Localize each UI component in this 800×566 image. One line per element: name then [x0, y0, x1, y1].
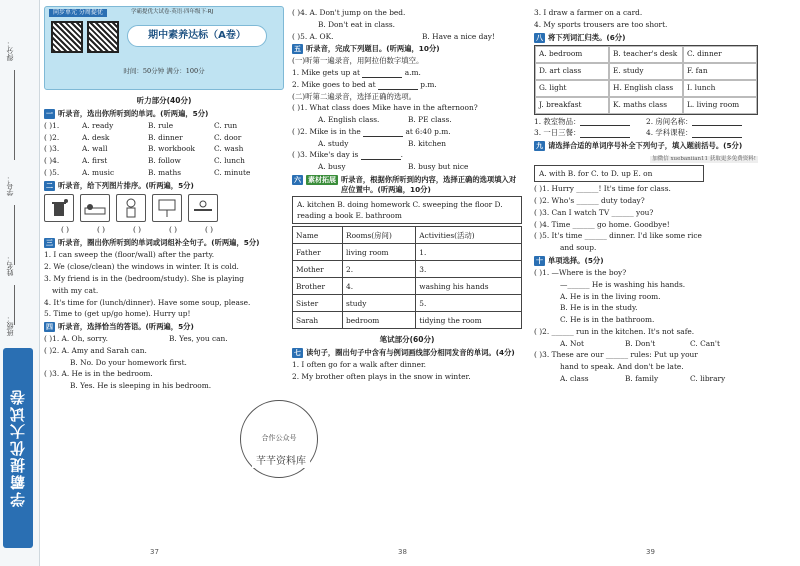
word-option: C. dinner [683, 46, 757, 63]
table-cell: bedroom [343, 312, 416, 329]
table-cell: 2. [343, 261, 416, 278]
question-text: ( )3. Mike's day is [292, 150, 359, 160]
option-a: A. wall [82, 144, 108, 154]
picture-row [44, 194, 284, 222]
seal-text: 合作公众号 [261, 434, 297, 443]
qr-code-icon [51, 21, 83, 53]
question-item: ( )4. Time ______ go home. Goodbye! [534, 219, 670, 229]
section-title: 读句子，圈出句子中含有与例词画线部分相同发音的单词。(4分) [306, 348, 515, 358]
word-option: J. breakfast [535, 97, 609, 114]
part-title: (二)听第二遍录音，选择正确的选项。 [292, 91, 417, 101]
category-label: 1. 教室物品： [534, 116, 581, 126]
question-item: ( )1. —Where is the boy? [534, 268, 627, 278]
option-b: B. dinner [148, 132, 183, 142]
category-row [534, 128, 758, 138]
word-option: I. lunch [683, 80, 757, 97]
table-cell: living room [343, 244, 416, 261]
fill-text: p.m. [420, 79, 437, 89]
option-c: C. Can't [690, 338, 720, 348]
table-cell: tidying the room [416, 312, 522, 329]
options-box: A. with B. for C. to D. up E. on [534, 165, 704, 182]
name-label: 姓名： [6, 255, 14, 276]
section-title: 单项选择。(5分) [548, 256, 604, 266]
options-row [292, 139, 522, 149]
section-1-items [44, 121, 284, 178]
option-b: B. Yes, you can. [169, 334, 228, 344]
option-a: ( )5. A. OK. [292, 31, 334, 41]
question-number: ( )2. [44, 132, 60, 142]
question-item [44, 133, 284, 143]
sentence-item: 3. My friend is in the (bedroom/study). She is playing [44, 274, 245, 284]
question-text: ( )2. Mike is in the [292, 126, 361, 136]
table-cell: 1. [416, 244, 522, 261]
option-c: C. run [214, 120, 238, 130]
option-b: B. busy but nice [408, 162, 469, 172]
category-label: 2. 房间名称： [646, 116, 693, 126]
number-label: 学号： [6, 175, 14, 196]
section-7-header [292, 348, 522, 358]
question-number: ( )4. [44, 156, 60, 166]
header-tag: 同步单元 分周提优 [49, 9, 107, 17]
answer-blank[interactable] [692, 130, 742, 138]
fill-text: a.m. [404, 68, 421, 78]
question-item: ( )1. What class does Mike have in the afternoon? [292, 103, 478, 113]
page-number: 38 [398, 548, 407, 556]
option-a: A. ready [82, 120, 114, 130]
word-option: E. study [609, 63, 683, 80]
brand-banner: 学霸提优大试卷 [3, 348, 33, 548]
section-4-header [44, 322, 284, 332]
answer-blank[interactable] [580, 118, 630, 126]
answer-blank[interactable] [580, 130, 630, 138]
section-3-header [44, 238, 284, 248]
watermark: 加微信 xuebaniian11 获取更多免费资料! [652, 156, 756, 163]
fill-item [292, 68, 522, 78]
word-option: D. art class [535, 63, 609, 80]
trash-bin-picture [44, 194, 74, 222]
option-b: B. Don't [625, 338, 656, 348]
option-c: C. lunch [214, 156, 245, 166]
option-a: A. He is in the living room. [560, 291, 661, 301]
section-8-header [534, 33, 758, 43]
resource-stamp: 芊芊资料库 [252, 455, 310, 468]
qr-code-icon [87, 21, 119, 53]
section-2-header [44, 181, 284, 191]
option-a: A. desk [82, 132, 110, 142]
column-header: Activities(活动) [416, 227, 522, 244]
options-box: A. kitchen B. doing homework C. sweeping the floor D. reading a book E. bathroom [292, 196, 522, 224]
table-row [293, 278, 522, 295]
binding-sidebar [0, 0, 40, 566]
table-row [293, 312, 522, 329]
table-header-row [293, 227, 522, 244]
question-item: ( )2. ______ run in the kitchen. It's not safe. [534, 326, 695, 336]
table-cell: 3. [416, 261, 522, 278]
option-a: A. class [560, 373, 589, 383]
test-info: 时间：50分钟 满分：100分 [123, 67, 205, 75]
question-item: ( )3. A. He is in the bedroom. [44, 369, 153, 379]
question-item [44, 334, 284, 344]
fill-text: 2. Mike goes to bed at [292, 79, 376, 89]
question-item [292, 32, 522, 42]
page-number: 37 [150, 548, 159, 556]
bed-picture [80, 194, 110, 222]
page-number: 39 [646, 548, 655, 556]
sentence-item: 4. It's time for (lunch/dinner). Have some soup, please. [44, 297, 251, 307]
section-1-header [44, 109, 284, 119]
answer-blank[interactable] [692, 118, 742, 126]
question-number: ( )3. [44, 144, 60, 154]
column-2 [292, 6, 522, 384]
answer-blank[interactable] [361, 150, 404, 160]
answer-bracket: ( ) [96, 224, 106, 234]
option-b: B. maths [148, 167, 182, 177]
question-item [292, 127, 522, 137]
answer-blank[interactable] [378, 82, 418, 90]
answer-blank[interactable] [363, 129, 403, 137]
section-title: 听录音，完成下列题目。(听两遍，10分) [306, 44, 440, 54]
option-b: B. follow [148, 156, 181, 166]
section-number: 一 [46, 109, 53, 118]
section-number: 四 [46, 323, 53, 332]
word-option: L. living room [683, 97, 757, 114]
word-grid [534, 45, 758, 115]
option-a: A. music [82, 167, 115, 177]
category-item [534, 128, 646, 138]
desk-picture [188, 194, 218, 222]
question-item [44, 144, 284, 154]
section-5-header [292, 44, 522, 54]
series-title: 学霸提优大试卷·英语·四年级下·RJ [131, 9, 214, 15]
word-option: A. bedroom [535, 46, 609, 63]
written-title: 笔试部分(60分) [379, 335, 435, 345]
question-item: ( )5. It's time ______ dinner. I'd like some rice [534, 231, 702, 241]
question-item: ( )2. Who's ______ duty today? [534, 196, 645, 206]
listening-title: 听力部分(40分) [136, 96, 192, 105]
section-title: 听录音，选出你所听到的单词。(听两遍，5分) [58, 108, 209, 118]
question-item [44, 156, 284, 166]
option-c: C. minute [214, 167, 251, 177]
question-number: ( )5. [44, 167, 60, 177]
option-b: B. PE class. [408, 115, 452, 125]
answer-bracket: ( ) [204, 224, 214, 234]
question-line: hand to speak. And don't be late. [560, 362, 684, 372]
question-number: ( )1. [44, 120, 60, 130]
table-cell: washing his hands [416, 278, 522, 295]
section-title: 听录音，根据你所听到的内容，选择正确的选项填入对应位置中。(听两遍，10分) [341, 174, 517, 194]
score-label: 得分： [6, 40, 14, 61]
column-3 [534, 6, 758, 386]
sentence-item: with my cat. [52, 285, 99, 295]
option-b: B. rule [148, 120, 174, 130]
section-number: 七 [294, 349, 301, 358]
test-header [44, 6, 284, 90]
section-number: 二 [46, 181, 53, 190]
table-row [293, 295, 522, 312]
section-badge: 素材拓展 [308, 175, 336, 184]
table-cell: Father [293, 244, 343, 261]
category-label: 4. 学科课程： [646, 128, 693, 138]
section-number: 八 [536, 33, 543, 42]
section-title: 听录音，给下列图片排序。(听两遍，5分) [58, 180, 194, 190]
category-label: 3. 一日三餐： [534, 128, 581, 138]
score-line [14, 70, 15, 160]
column-header: Rooms(房间) [343, 227, 416, 244]
column-1 [44, 6, 284, 393]
question-text: ( )1. A. Oh, sorry. [44, 334, 108, 344]
word-option: B. teacher's desk [609, 46, 683, 63]
option-b: B. kitchen [408, 138, 446, 148]
section-9-items [534, 184, 758, 253]
option-b: B. Have a nice day! [422, 31, 495, 41]
rooms-table [292, 226, 522, 329]
option-a: A. Not [560, 338, 584, 348]
options-row [292, 162, 522, 172]
boy-picture [116, 194, 146, 222]
question-item [44, 168, 284, 178]
option-c: C. wash [214, 144, 244, 154]
question-text: at 6:40 p.m. [405, 126, 451, 136]
section-title: 请选择合适的单词序号补全下列句子，填入题前括号。(5分) [548, 141, 743, 151]
section-number: 十 [536, 257, 543, 266]
option-c: C. He is in the bathroom. [560, 315, 655, 325]
class-label: 班级： [6, 315, 14, 336]
section-number: 三 [46, 239, 53, 248]
category-item [646, 117, 742, 127]
options-row [534, 374, 758, 384]
answer-brackets [50, 225, 284, 235]
option-a: A. study [318, 138, 349, 148]
option-b: B. family [625, 373, 659, 383]
section-number: 九 [536, 142, 543, 151]
sentence-item: 1. I can sweep the (floor/wall) after the party. [44, 250, 215, 260]
category-item [646, 128, 742, 138]
watermark-row [534, 153, 758, 163]
question-item: and soup. [560, 243, 597, 253]
table-body [293, 244, 522, 329]
answer-blank[interactable] [362, 70, 402, 78]
option-a: A. English class. [318, 115, 380, 125]
option-b: B. No. Do your homework first. [70, 357, 187, 367]
table-cell: 5. [416, 295, 522, 312]
question-item [44, 121, 284, 131]
table-row [293, 261, 522, 278]
section-title: 听录音，圈出你所听到的单词或词组补全句子。(听两遍，5分) [58, 238, 260, 248]
question-item: ( )3. Can I watch TV ______ you? [534, 207, 654, 217]
answer-bracket: ( ) [60, 224, 70, 234]
section-9-header [534, 141, 758, 151]
sentence-item: 1. I often go for a walk after dinner. [292, 360, 427, 370]
section-title: 听录音，选择恰当的答语。(听两遍，5分) [58, 322, 194, 332]
word-option: G. light [535, 80, 609, 97]
option-c: C. door [214, 132, 242, 142]
question-line: —______ He is washing his hands. [560, 279, 686, 289]
question-item: ( )4. A. Don't jump on the bed. [292, 8, 406, 17]
sentence-item: 3. I draw a farmer on a card. [534, 8, 643, 17]
option-b: B. He is in the study. [560, 303, 638, 313]
question-item: ( )3. These are our ______ rules: Put up your [534, 350, 698, 360]
sentence-item: 5. Time to (get up/go home). Hurry up! [44, 309, 191, 319]
question-item [292, 150, 522, 160]
option-b: B. Yes. He is sleeping in his bedroom. [70, 381, 212, 391]
options-row [534, 339, 758, 349]
test-title: 期中素养达标（A卷） [127, 25, 267, 47]
word-option: K. maths class [609, 97, 683, 114]
sign-picture [152, 194, 182, 222]
fill-text: 1. Mike gets up at [292, 68, 360, 78]
column-header: Name [293, 227, 343, 244]
word-option: H. English class [609, 80, 683, 97]
word-option: F. fan [683, 63, 757, 80]
answer-bracket: ( ) [168, 224, 178, 234]
option-a: A. first [82, 156, 108, 166]
sentence-item: 2. My brother often plays in the snow in winter. [292, 372, 471, 382]
table-cell: Sarah [293, 312, 343, 329]
table-cell: study [343, 295, 416, 312]
question-item: ( )1. Hurry ______! It's time for class. [534, 184, 671, 194]
table-cell: Sister [293, 295, 343, 312]
section-6-header [292, 175, 522, 194]
sentence-item: 4. My sports trousers are too short. [534, 19, 668, 29]
sentence-item: 2. We (close/clean) the windows in winter. It is cold. [44, 262, 239, 272]
answer-bracket: ( ) [132, 224, 142, 234]
question-text: . [400, 150, 404, 160]
option-c: C. library [690, 373, 726, 383]
section-number: 六 [294, 175, 301, 184]
category-item [534, 117, 646, 127]
section-title: 将下列词汇归类。(6分) [548, 32, 626, 42]
options-row [292, 115, 522, 125]
question-item: ( )2. A. Amy and Sarah can. [44, 345, 147, 355]
section-3-items [44, 250, 284, 319]
table-cell: Mother [293, 261, 343, 278]
section-10-header [534, 256, 758, 266]
table-row [293, 244, 522, 261]
option-b: B. Don't eat in class. [318, 19, 396, 29]
category-row [534, 117, 758, 127]
option-a: A. busy [318, 162, 346, 172]
option-b: B. workbook [148, 144, 196, 154]
table-cell: 4. [343, 278, 416, 295]
fill-item [292, 80, 522, 90]
part-title: (一)听第一遍录音，用阿拉伯数字填空。 [292, 56, 424, 66]
section-number: 五 [294, 45, 301, 54]
table-cell: Brother [293, 278, 343, 295]
